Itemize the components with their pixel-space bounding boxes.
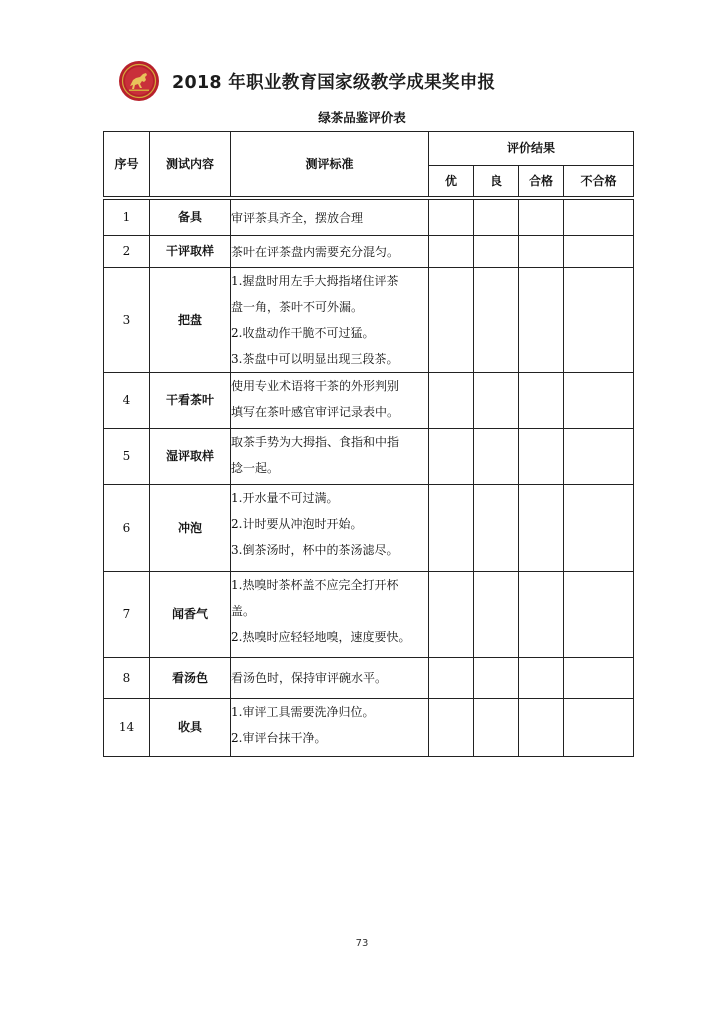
criteria-line: 茶叶在评茶盘内需要充分混匀。 bbox=[231, 244, 400, 259]
row-test-item: 把盘 bbox=[150, 268, 231, 373]
grade-excellent-cell[interactable] bbox=[429, 699, 474, 757]
criteria-line: 1.热嗅时茶杯盖不应完全打开杯 bbox=[231, 578, 399, 592]
grade-pass-cell[interactable] bbox=[519, 268, 564, 373]
row-test-item: 干评取样 bbox=[150, 236, 231, 268]
grade-excellent-cell[interactable] bbox=[429, 200, 474, 236]
grade-good-cell[interactable] bbox=[474, 485, 519, 572]
criteria-line: 取茶手势为大拇指、食指和中指 bbox=[231, 435, 400, 449]
header-result: 评价结果 bbox=[429, 132, 634, 166]
header-grade-good: 良 bbox=[474, 166, 519, 197]
horse-emblem-seal-icon bbox=[118, 60, 160, 102]
table-row bbox=[104, 268, 634, 373]
grade-pass-cell[interactable] bbox=[519, 699, 564, 757]
grade-fail-cell[interactable] bbox=[564, 572, 634, 658]
grade-excellent-cell[interactable] bbox=[429, 485, 474, 572]
row-seq: 14 bbox=[104, 699, 150, 757]
table-row bbox=[104, 236, 634, 268]
table-row bbox=[104, 429, 634, 485]
header-grade-fail: 不合格 bbox=[564, 166, 634, 197]
table-header-row bbox=[104, 132, 634, 166]
grade-excellent-cell[interactable] bbox=[429, 373, 474, 429]
grade-pass-cell[interactable] bbox=[519, 429, 564, 485]
table-row bbox=[104, 699, 634, 757]
table-row bbox=[104, 200, 634, 236]
grade-good-cell[interactable] bbox=[474, 658, 519, 699]
header-standard: 测评标准 bbox=[231, 132, 429, 197]
table-row bbox=[104, 485, 634, 572]
row-criteria bbox=[231, 699, 429, 757]
row-seq: 7 bbox=[104, 572, 150, 658]
table-row bbox=[104, 373, 634, 429]
criteria-line: 2.收盘动作干脆不可过猛。 bbox=[231, 326, 375, 340]
grade-pass-cell[interactable] bbox=[519, 658, 564, 699]
row-test-item: 湿评取样 bbox=[150, 429, 231, 485]
row-criteria bbox=[231, 572, 429, 658]
grade-pass-cell[interactable] bbox=[519, 373, 564, 429]
row-seq: 3 bbox=[104, 268, 150, 373]
header-seq: 序号 bbox=[104, 132, 150, 197]
criteria-line: 3.茶盘中可以明显出现三段茶。 bbox=[231, 352, 399, 366]
grade-good-cell[interactable] bbox=[474, 268, 519, 373]
row-test-item: 冲泡 bbox=[150, 485, 231, 572]
grade-good-cell[interactable] bbox=[474, 572, 519, 658]
row-seq: 2 bbox=[104, 236, 150, 268]
header-grade-excellent: 优 bbox=[429, 166, 474, 197]
grade-fail-cell[interactable] bbox=[564, 699, 634, 757]
criteria-line: 2.热嗅时应轻轻地嗅，速度要快。 bbox=[231, 630, 411, 644]
table-row bbox=[104, 658, 634, 699]
grade-good-cell[interactable] bbox=[474, 236, 519, 268]
grade-pass-cell[interactable] bbox=[519, 200, 564, 236]
criteria-line: 1.握盘时用左手大拇指堵住评茶 bbox=[231, 274, 399, 288]
row-test-item: 闻香气 bbox=[150, 572, 231, 658]
criteria-line: 审评茶具齐全，摆放合理 bbox=[231, 210, 364, 225]
grade-good-cell[interactable] bbox=[474, 373, 519, 429]
header-grade-pass: 合格 bbox=[519, 166, 564, 197]
grade-excellent-cell[interactable] bbox=[429, 236, 474, 268]
criteria-line: 捻一起。 bbox=[231, 461, 280, 475]
row-criteria bbox=[231, 268, 429, 373]
grade-excellent-cell[interactable] bbox=[429, 572, 474, 658]
row-seq: 1 bbox=[104, 200, 150, 236]
header-content: 测试内容 bbox=[150, 132, 231, 197]
criteria-line: 使用专业术语将干茶的外形判别 bbox=[231, 379, 400, 393]
row-criteria bbox=[231, 429, 429, 485]
grade-fail-cell[interactable] bbox=[564, 429, 634, 485]
grade-fail-cell[interactable] bbox=[564, 200, 634, 236]
row-criteria bbox=[231, 236, 429, 268]
table-title: 绿茶品鉴评价表 bbox=[318, 110, 406, 125]
criteria-line: 3.倒茶汤时，杯中的茶汤滤尽。 bbox=[231, 543, 399, 557]
criteria-line: 盖。 bbox=[231, 604, 256, 618]
criteria-line: 1.开水量不可过满。 bbox=[231, 491, 339, 505]
row-test-item: 收具 bbox=[150, 699, 231, 757]
row-criteria bbox=[231, 200, 429, 236]
grade-fail-cell[interactable] bbox=[564, 485, 634, 572]
criteria-line: 盘一角，茶叶不可外漏。 bbox=[231, 300, 364, 314]
row-criteria bbox=[231, 373, 429, 429]
row-test-item: 干看茶叶 bbox=[150, 373, 231, 429]
page-number: 73 bbox=[355, 938, 369, 949]
row-seq: 5 bbox=[104, 429, 150, 485]
grade-excellent-cell[interactable] bbox=[429, 658, 474, 699]
table-row bbox=[104, 572, 634, 658]
row-seq: 4 bbox=[104, 373, 150, 429]
row-seq: 8 bbox=[104, 658, 150, 699]
table-body bbox=[104, 197, 634, 757]
criteria-line: 填写在茶叶感官审评记录表中。 bbox=[231, 405, 400, 419]
grade-excellent-cell[interactable] bbox=[429, 268, 474, 373]
row-criteria bbox=[231, 485, 429, 572]
row-seq: 6 bbox=[104, 485, 150, 572]
criteria-line: 看汤色时，保持审评碗水平。 bbox=[231, 671, 388, 685]
grade-fail-cell[interactable] bbox=[564, 373, 634, 429]
grade-fail-cell[interactable] bbox=[564, 236, 634, 268]
page-header-title: 2018 年职业教育国家级教学成果奖申报 bbox=[172, 72, 496, 93]
grade-pass-cell[interactable] bbox=[519, 572, 564, 658]
criteria-line: 1.审评工具需要洗净归位。 bbox=[231, 705, 375, 719]
row-test-item: 备具 bbox=[150, 200, 231, 236]
row-test-item: 看汤色 bbox=[150, 658, 231, 699]
page-header bbox=[118, 58, 495, 104]
grade-good-cell[interactable] bbox=[474, 699, 519, 757]
grade-fail-cell[interactable] bbox=[564, 268, 634, 373]
grade-pass-cell[interactable] bbox=[519, 485, 564, 572]
grade-good-cell[interactable] bbox=[474, 200, 519, 236]
grade-pass-cell[interactable] bbox=[519, 236, 564, 268]
row-criteria bbox=[231, 658, 429, 699]
criteria-line: 2.审评台抹干净。 bbox=[231, 731, 327, 745]
evaluation-table bbox=[103, 131, 634, 757]
criteria-line: 2.计时要从冲泡时开始。 bbox=[231, 517, 363, 531]
grade-good-cell[interactable] bbox=[474, 429, 519, 485]
grade-excellent-cell[interactable] bbox=[429, 429, 474, 485]
grade-fail-cell[interactable] bbox=[564, 658, 634, 699]
